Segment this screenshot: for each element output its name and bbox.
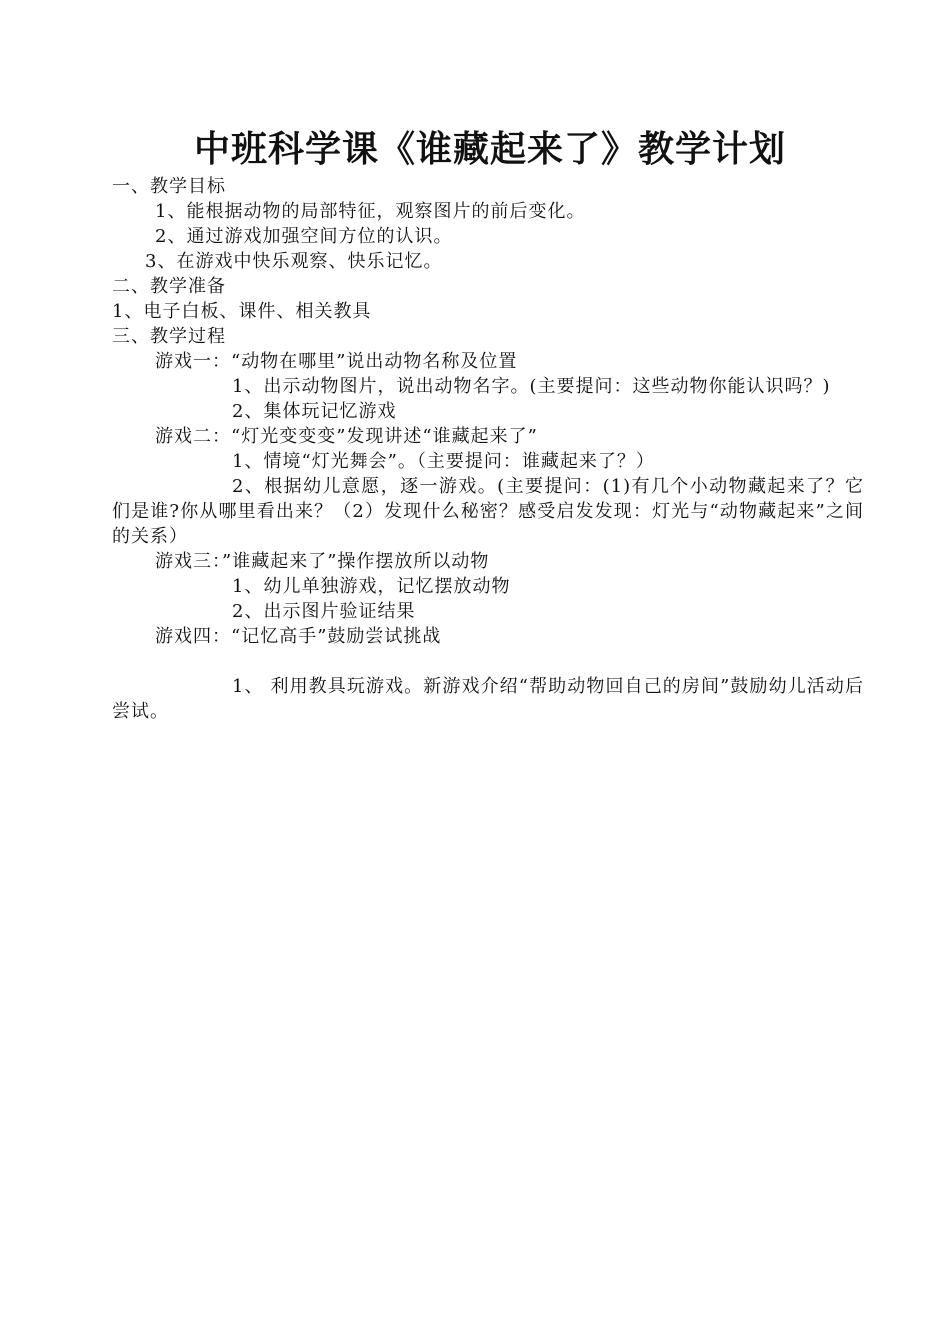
goal-item-1: 1、能根据动物的局部特征，观察图片的前后变化。 (155, 201, 586, 222)
goal-item-2: 2、通过游戏加强空间方位的认识。 (155, 226, 453, 247)
document-body (112, 174, 864, 724)
goal-item-3: 3、在游戏中快乐观察、快乐记忆。 (145, 251, 443, 272)
game-1-step-2: 2、集体玩记忆游戏 (232, 401, 397, 422)
game-2-step-1: 1、情境“灯光舞会”。（主要提问：谁藏起来了？） (232, 451, 655, 472)
blank-line (112, 649, 864, 674)
game-4-step-1: 1、 利用教具玩游戏。新游戏介绍“帮助动物回自己的房间”鼓励幼儿活动后尝试。 (112, 676, 864, 722)
game-1-step-1: 1、出示动物图片，说出动物名字。(主要提问：这些动物你能认识吗？) (232, 376, 831, 397)
game-2-heading: 游戏二：“灯光变变变”发现讲述“谁藏起来了” (155, 426, 538, 447)
game-2-step-2: 2、根据幼儿意愿，逐一游戏。(主要提问：(1)有几个小动物藏起来了？它们是谁?你从哪里看出来？（2）发现什么秘密？感受启发发现：灯光与“动物藏起来”之间的关系） (112, 476, 864, 547)
game-3-step-1: 1、幼儿单独游戏，记忆摆放动物 (232, 576, 511, 597)
game-3-step-2: 2、出示图片验证结果 (232, 601, 416, 622)
section-heading-preparation: 二、教学准备 (112, 276, 226, 297)
preparation-item-1: 1、电子白板、课件、相关教具 (112, 301, 372, 322)
section-heading-process: 三、教学过程 (112, 326, 226, 347)
game-1-heading: 游戏一：“动物在哪里”说出动物名称及位置 (155, 351, 518, 372)
game-3-heading: 游戏三：”谁藏起来了”操作摆放所以动物 (155, 551, 490, 572)
section-heading-goals: 一、教学目标 (112, 176, 226, 197)
document-title: 中班科学课《谁藏起来了》教学计划 (193, 129, 786, 170)
game-4-heading: 游戏四：“记忆高手”鼓励尝试挑战 (155, 626, 442, 647)
